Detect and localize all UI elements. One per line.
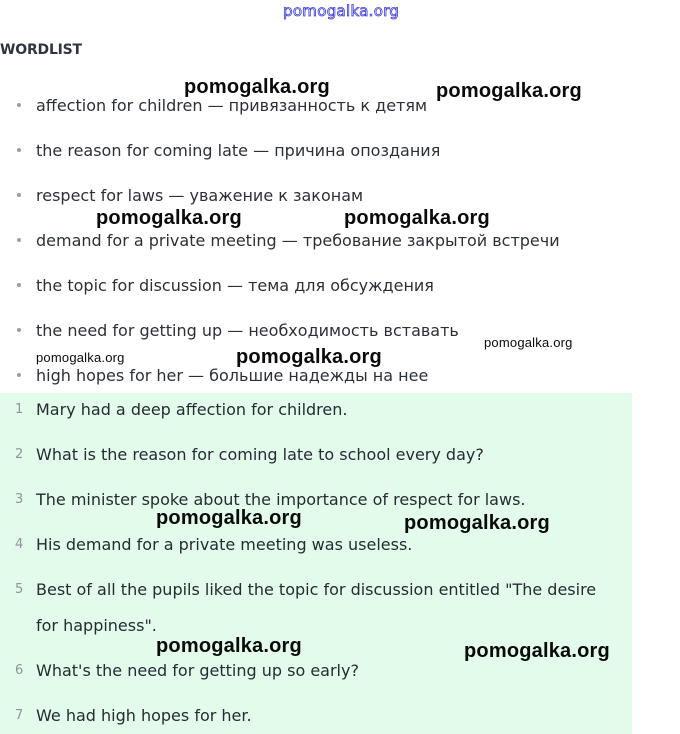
wordlist-item-text: affection for children — привязанность к детям <box>36 96 428 115</box>
bullet-icon <box>17 238 21 242</box>
example-text: We had high hopes for her. <box>36 706 252 725</box>
example-number: 3 <box>15 492 24 507</box>
watermark: pomogalka.org <box>156 635 302 657</box>
wordlist-item <box>0 128 680 173</box>
bullet-icon <box>17 103 21 107</box>
example-text: What is the reason for coming late to school every day? <box>36 445 484 464</box>
bullet-icon <box>17 373 21 377</box>
example-text: Mary had a deep affection for children. <box>36 400 348 419</box>
watermark: pomogalka.org <box>184 76 330 98</box>
watermark: pomogalka.org <box>484 335 573 350</box>
watermark: pomogalka.org <box>96 207 242 229</box>
watermark: pomogalka.org <box>404 512 550 534</box>
wordlist-item-text: high hopes for her — большие надежды на нее <box>36 366 429 385</box>
example-number: 1 <box>15 402 24 417</box>
bullet-icon <box>17 193 21 197</box>
example-text: What's the need for getting up so early? <box>36 661 359 680</box>
watermark: pomogalka.org <box>156 507 302 529</box>
top-watermark: pomogalka.org <box>283 2 400 20</box>
wordlist-item-text: the reason for coming late — причина опоздания <box>36 141 441 160</box>
watermark: pomogalka.org <box>436 80 582 102</box>
example-text: Best of all the pupils liked the topic for discussion entitled "The desire <box>36 580 597 599</box>
bullet-icon <box>17 148 21 152</box>
watermark: pomogalka.org <box>344 207 490 229</box>
wordlist-item-text: demand for a private meeting — требование закрытой встречи <box>36 231 560 250</box>
example-text-continuation: for happiness". <box>36 616 157 635</box>
wordlist-heading: WORDLIST <box>0 42 82 58</box>
watermark: pomogalka.org <box>236 346 382 368</box>
example-text: The minister spoke about the importance of respect for laws. <box>36 490 526 509</box>
watermark: pomogalka.org <box>464 640 610 662</box>
bullet-icon <box>17 328 21 332</box>
examples-panel <box>0 393 632 734</box>
wordlist-item-text: the topic for discussion — тема для обсуждения <box>36 276 434 295</box>
example-number: 2 <box>15 447 24 462</box>
wordlist-item <box>0 263 680 308</box>
example-number: 7 <box>15 708 24 723</box>
example-text: His demand for a private meeting was useless. <box>36 535 413 554</box>
watermark: pomogalka.org <box>36 350 125 365</box>
example-number: 5 <box>15 582 24 597</box>
bullet-icon <box>17 283 21 287</box>
wordlist-item-text: respect for laws — уважение к законам <box>36 186 364 205</box>
wordlist-item-text: the need for getting up — необходимость вставать <box>36 321 459 340</box>
example-number: 4 <box>15 537 24 552</box>
example-number: 6 <box>15 663 24 678</box>
